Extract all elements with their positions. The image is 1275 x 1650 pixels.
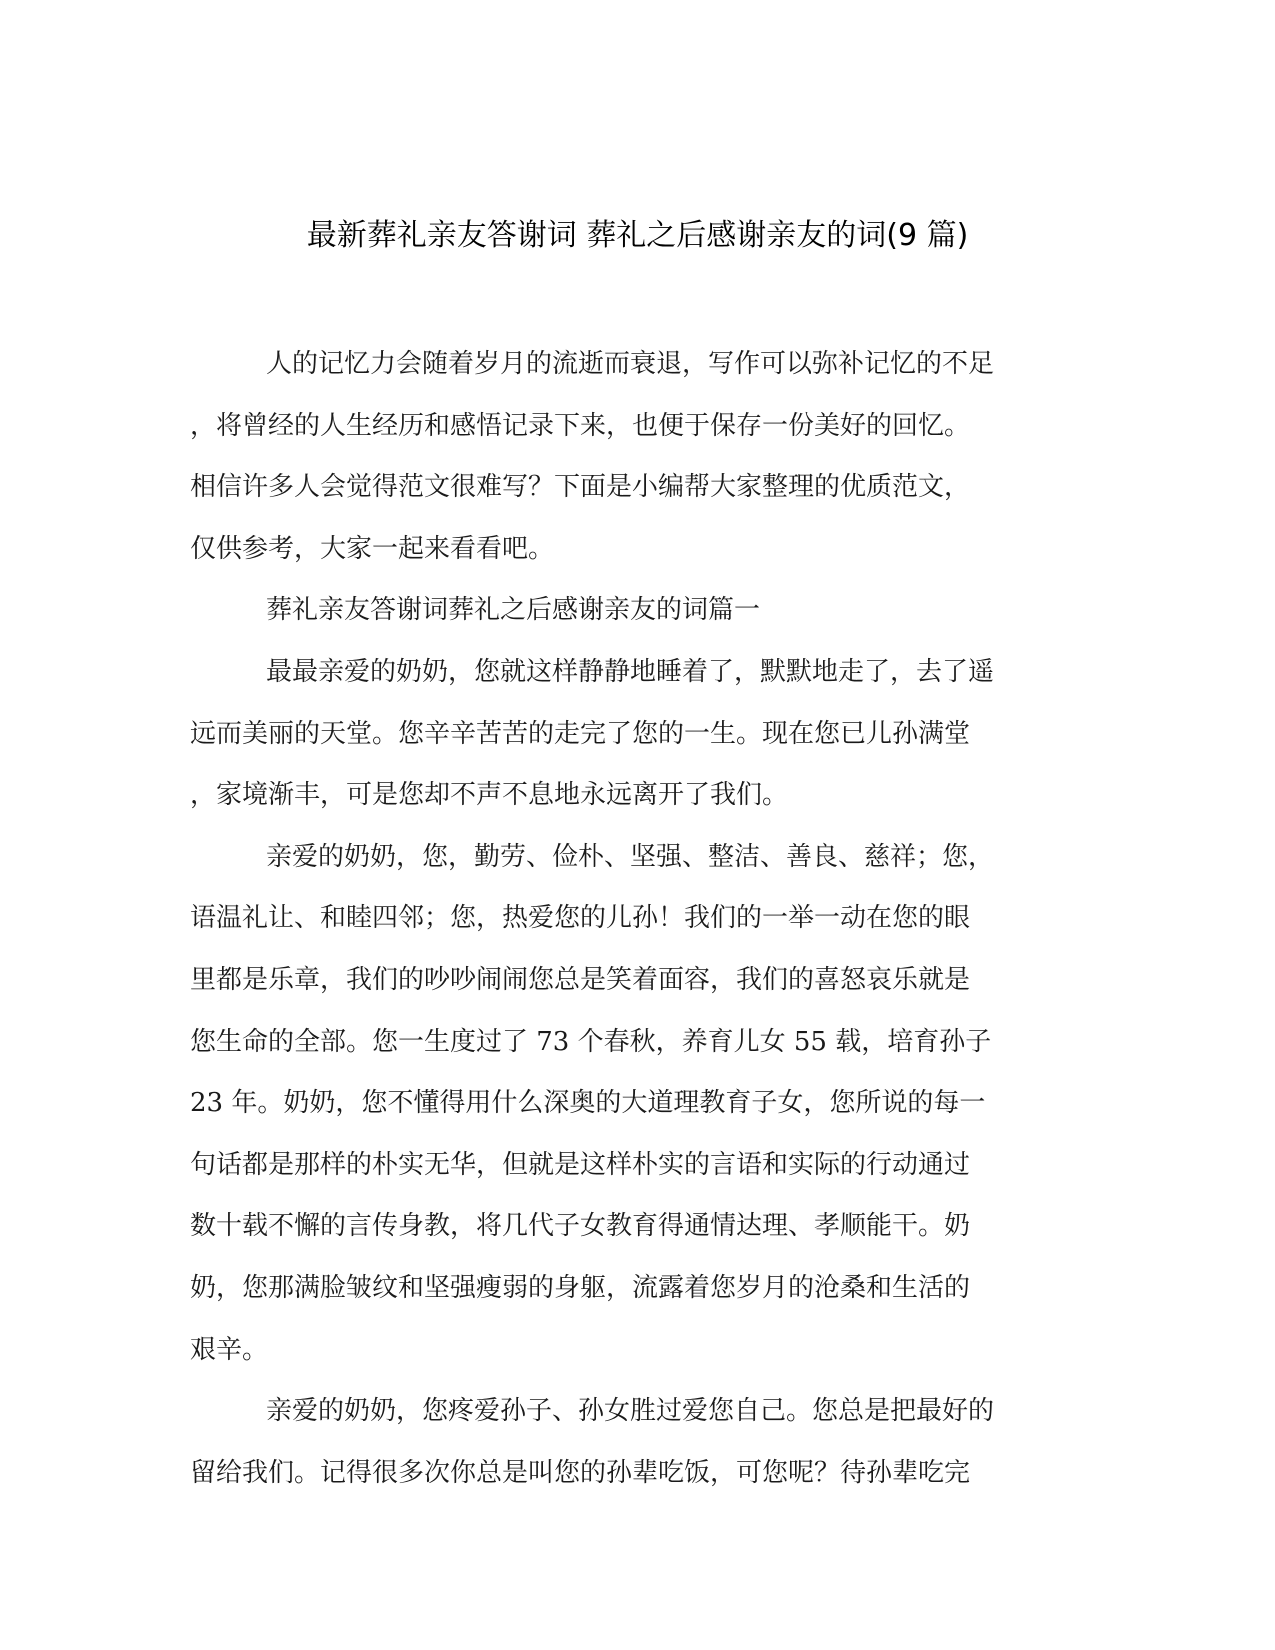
document-body [190,334,1085,1504]
text-line: 句话都是那样的朴实无华，但就是这样朴实的言语和实际的行动通过 [190,1149,971,1180]
document-title: 最新葬礼亲友答谢词 葬礼之后感谢亲友的词(9 篇) [306,218,969,253]
text-line: 艰辛。 [190,1334,269,1365]
text-line: 您生命的全部。您一生度过了 73 个春秋，养育儿女 55 载，培育孙子 [190,1026,992,1057]
text-line: 语温礼让、和睦四邻；您，热爱您的儿孙！我们的一举一动在您的眼 [190,903,971,934]
text-line: 奶，您那满脸皱纹和坚强瘦弱的身躯，流露着您岁月的沧桑和生活的 [190,1272,971,1303]
text-line: 仅供参考，大家一起来看看吧。 [190,533,555,564]
text-line: 亲爱的奶奶，您疼爱孙子、孙女胜过爱您自己。您总是把最好的 [266,1396,995,1427]
text-line: 相信许多人会觉得范文很难写？下面是小编帮大家整理的优质范文， [190,472,971,503]
text-line: 亲爱的奶奶，您，勤劳、俭朴、坚强、整洁、善良、慈祥；您， [266,841,995,872]
text-line: 人的记忆力会随着岁月的流逝而衰退，写作可以弥补记忆的不足 [266,349,995,379]
text-line: 里都是乐章，我们的吵吵闹闹您总是笑着面容，我们的喜怒哀乐就是 [190,964,971,995]
section-heading: 葬礼亲友答谢词葬礼之后感谢亲友的词篇一 [266,595,761,626]
text-line: 留给我们。记得很多次你总是叫您的孙辈吃饭，可您呢？待孙辈吃完 [190,1457,971,1488]
text-line: 23 年。奶奶，您不懂得用什么深奥的大道理教育子女，您所说的每一 [190,1088,986,1119]
text-line: 数十载不懈的言传身教，将几代子女教育得通情达理、孝顺能干。奶 [190,1211,971,1242]
text-line: 最最亲爱的奶奶，您就这样静静地睡着了，默默地走了，去了遥 [266,656,995,687]
text-line: 远而美丽的天堂。您辛辛苦苦的走完了您的一生。现在您已儿孙满堂 [190,718,971,749]
text-line: ，将曾经的人生经历和感悟记录下来，也便于保存一份美好的回忆。 [190,410,971,441]
text-line: ，家境渐丰，可是您却不声不息地永远离开了我们。 [190,780,789,811]
